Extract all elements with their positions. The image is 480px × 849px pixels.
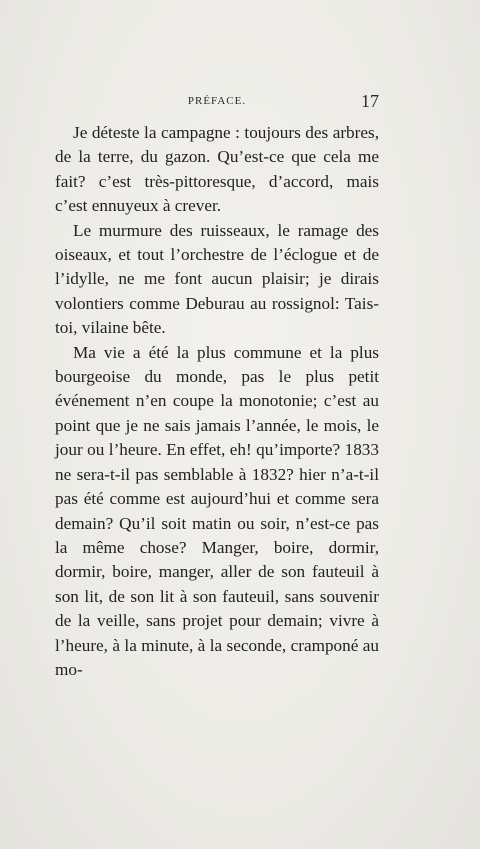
paragraph: Je déteste la campagne : toujours des arbres, de la terre, du gazon. Qu’est-ce que cela me fait? c’est très-pittoresque, d’accord, mais c’est ennuyeux à crever. xyxy=(55,123,379,216)
page-header xyxy=(55,93,379,117)
paragraph: Ma vie a été la plus commune et la plus bourgeoise du monde, pas le plus petit événement n’en coupe la monotonie; c’est au point que je ne sais jamais l’année, le mois, le jour ou l’heure. En effet, eh! qu’importe? 1833 ne sera-t-il pas semblable à 1832? hier n’a-t-il pas été comme est aujourd’hui et comme sera demain? Qu’il soit matin ou soir, n’est-ce pas la même chose? Manger, boire, dormir, dormir, boire, manger, aller de son fauteuil à son lit, de son lit à son fauteuil, sans souvenir de la veille, sans projet pour demain; vivre à l’heure, à la minute, à la seconde, cramponé au mo- xyxy=(55,342,379,679)
running-title: PRÉFACE. xyxy=(187,95,247,107)
paragraph: Le murmure des ruisseaux, le ramage des oiseaux, et tout l’orchestre de l’éclogue et de l’idylle, ne me font aucun plaisir; je dirais volontiers comme Deburau au rossignol: Tais-toi, vilaine bête. xyxy=(55,220,379,338)
page-number: 17 xyxy=(361,91,379,111)
body-text xyxy=(55,121,379,682)
